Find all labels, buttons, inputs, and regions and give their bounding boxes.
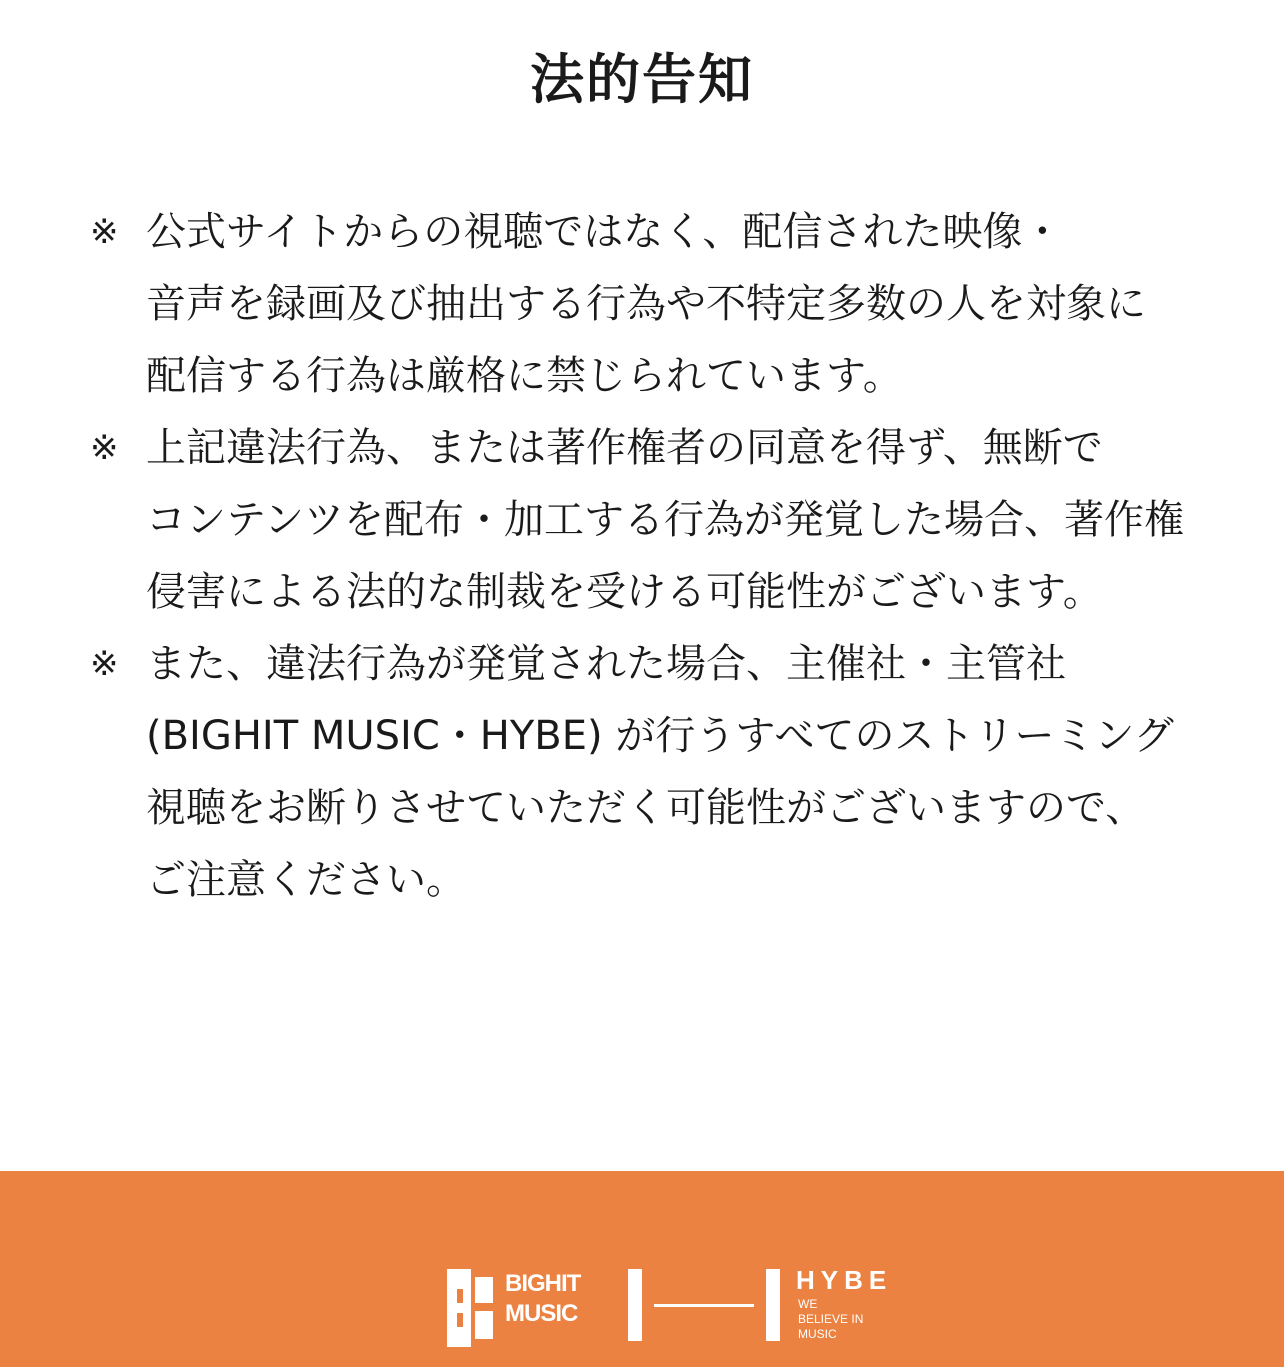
page-title: 法的告知 — [530, 48, 754, 111]
notice-line: 視聴をお断りさせていただく可能性がございますので、 — [146, 785, 1146, 831]
notice-line: 配信する行為は厳格に禁じられています。 — [146, 353, 903, 399]
legal-notice-item — [90, 628, 1240, 916]
bighit-mark-icon — [447, 1269, 495, 1347]
hybe-tagline-line: BELIEVE IN — [798, 1312, 864, 1326]
legal-notice-item — [90, 196, 1240, 412]
notice-text — [146, 412, 1240, 628]
hybe-logo — [628, 1267, 918, 1345]
legal-notice-item — [90, 412, 1240, 628]
notice-line: 侵害による法的な制裁を受ける可能性がございます。 — [146, 569, 1103, 615]
bighit-wordmark-line: BIGHIT — [505, 1270, 581, 1297]
notice-line: コンテンツを配布・加工する行為が発覚した場合、著作権 — [146, 497, 1184, 543]
hybe-tagline — [798, 1297, 863, 1342]
notice-text — [146, 628, 1240, 916]
bighit-music-logo — [447, 1269, 581, 1347]
notice-line: 公式サイトからの視聴ではなく、配信された映像・ — [146, 209, 1063, 255]
bighit-wordmark-line: MUSIC — [505, 1300, 578, 1327]
reference-mark: ※ — [90, 212, 119, 252]
legal-notice-list — [90, 196, 1240, 916]
hybe-wordmark: HYBE — [796, 1265, 893, 1295]
notice-line: ご注意ください。 — [146, 857, 466, 903]
reference-mark: ※ — [90, 644, 119, 684]
footer-banner — [0, 1171, 1284, 1367]
hybe-tagline-line: MUSIC — [798, 1327, 837, 1341]
hybe-mark-icon — [628, 1267, 780, 1345]
reference-mark: ※ — [90, 428, 119, 468]
bighit-wordmark — [505, 1269, 580, 1329]
hybe-tagline-line: WE — [798, 1297, 818, 1311]
notice-line: 音声を録画及び抽出する行為や不特定多数の人を対象に — [146, 281, 1146, 327]
notice-line: 上記違法行為、または著作権者の同意を得ず、無断で — [146, 425, 1103, 471]
notice-text — [146, 196, 1240, 412]
notice-line: また、違法行為が発覚された場合、主催社・主管社 — [146, 641, 1066, 687]
notice-line: (BIGHIT MUSIC・HYBE) が行うすべてのストリーミング — [146, 713, 1174, 759]
